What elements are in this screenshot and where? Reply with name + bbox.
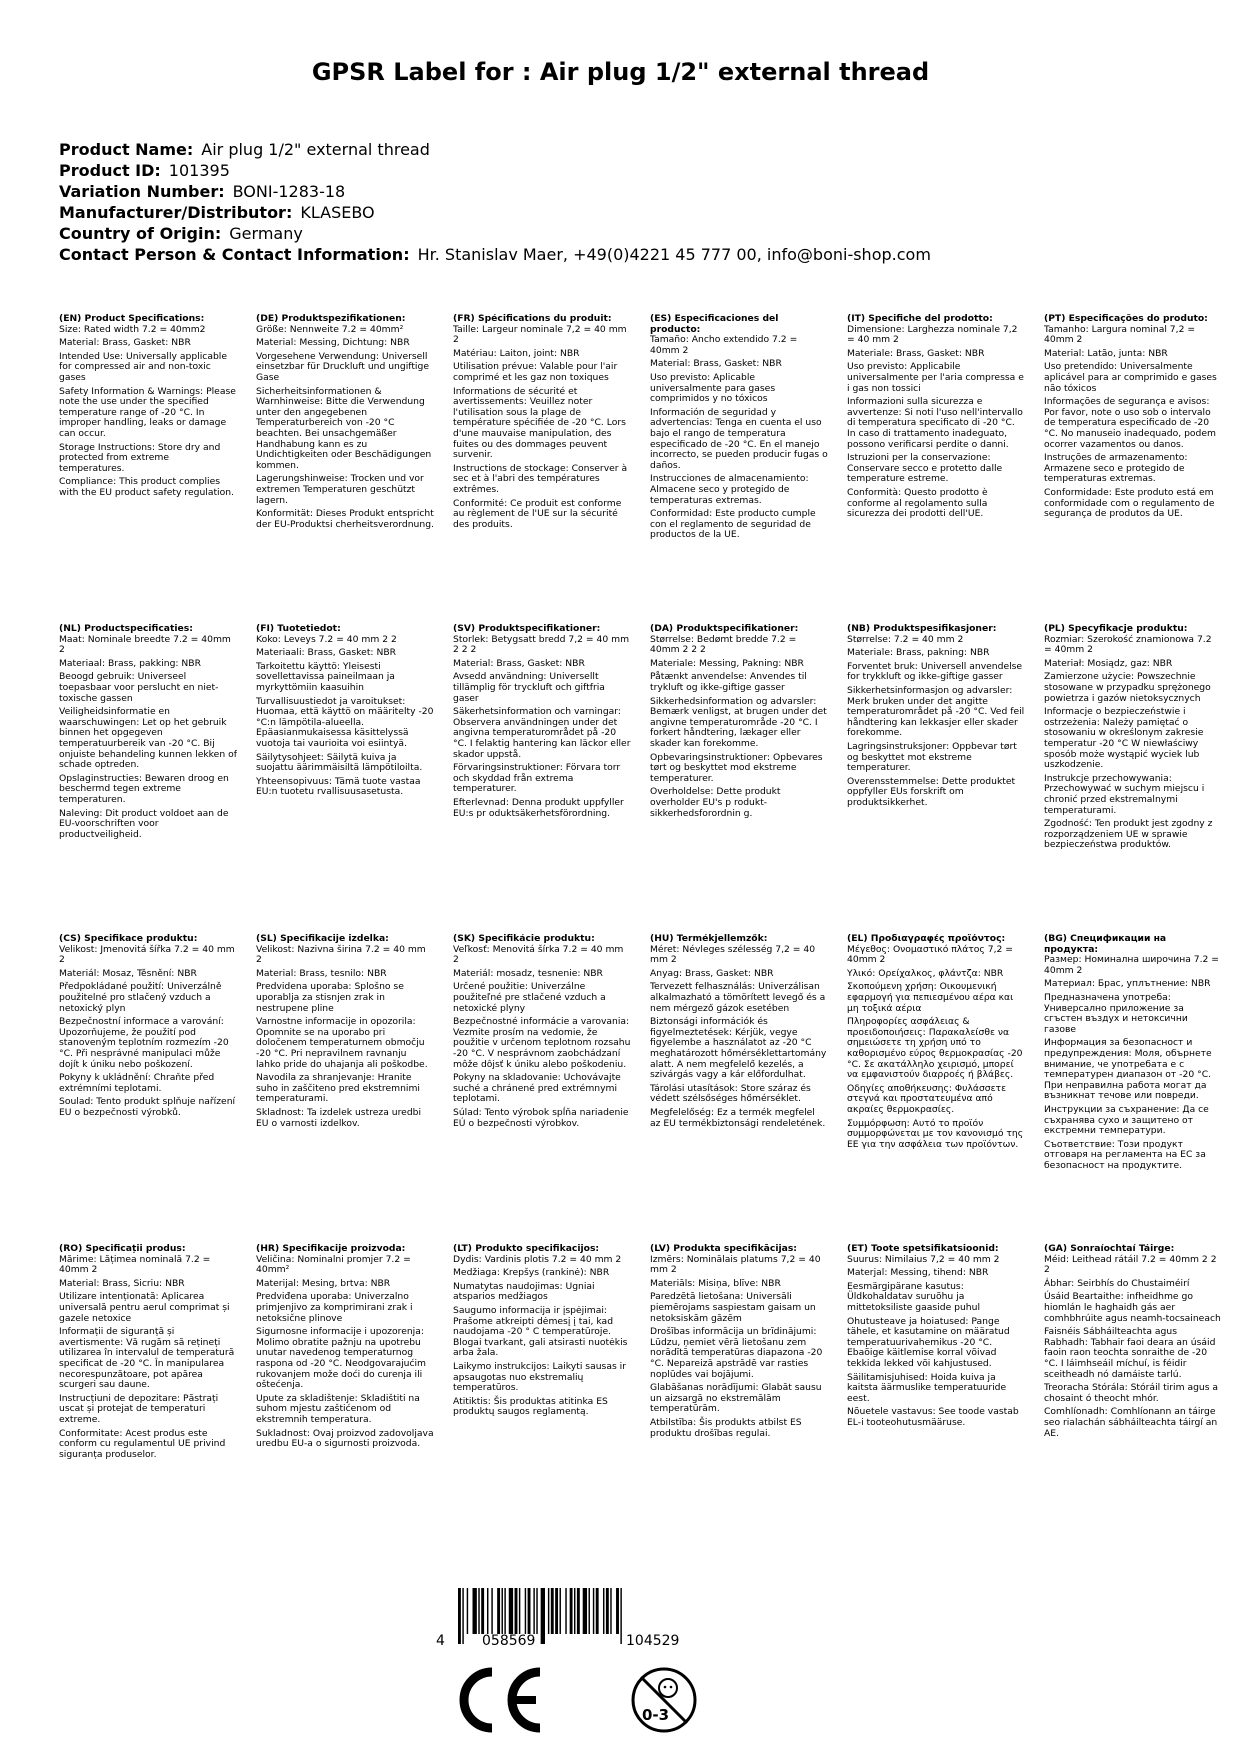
spec-block-paragraph: Safety Information & Warnings: Please note the use under the specified temperature range of -20 °C. In improper handling, leaks or damage can occur. — [59, 385, 236, 439]
spec-block-paragraph: Méret: Névleges szélesség 7,2 = 40 mm 2 — [650, 943, 816, 966]
spec-block-paragraph: Material: Latão, junta: NBR — [1044, 347, 1168, 359]
spec-block-paragraph: Größe: Nennweite 7.2 = 40mm² — [256, 323, 404, 335]
spec-block-paragraph: Comhlíonadh: Comhlíonann an táirge seo rialachán sábháilteachta táirgí an AE. — [1044, 1406, 1218, 1439]
spec-block-paragraph: Varnostne informacije in opozorila: Opomnite se na uporabo pri določenem temperaturnem območju -20 °C. Pri nepravilnem ravnanju lahko pride do uhajanja ali poškodbe. — [256, 1016, 428, 1070]
spec-block — [453, 624, 631, 924]
barcode-bar — [528, 1588, 531, 1634]
info-value: Air plug 1/2" external thread — [201, 140, 430, 159]
spec-block-paragraph: Conformità: Questo prodotto è conforme al regolamento sulla sicurezza dei prodotti dell'UE. — [847, 486, 988, 520]
spec-block-paragraph: Saugumo informacija ir įspėjimai: Prašome atkreipti dėmesį į tai, kad naudojama -20 ° C temperatūroje. Blogai tvarkant, gali atsirasti nuotėkis arba žala. — [453, 1304, 628, 1359]
spec-block-heading: (LV) Produkta specifikācijas: — [650, 1244, 797, 1254]
spec-block-heading: (SK) Špecifikácie produktu: — [453, 934, 595, 944]
barcode-bar — [491, 1588, 492, 1634]
spec-block-paragraph: Tamaño: Ancho extendido 7.2 = 40mm 2 — [650, 334, 798, 356]
barcode-bar — [481, 1588, 484, 1634]
spec-block-paragraph: Materjal: Messing, tihend: NBR — [847, 1267, 989, 1279]
barcode-bar — [577, 1588, 580, 1634]
spec-block-paragraph: Instruções de armazenamento: Armazene seco e protegido de temperaturas extremas. — [1044, 452, 1188, 485]
age-warning-label: 0-3 — [642, 1706, 670, 1724]
spec-block — [256, 934, 434, 1234]
barcode-bar — [610, 1588, 611, 1634]
spec-block-paragraph: Izmērs: Nominālais platums 7,2 = 40 mm 2 — [650, 1253, 821, 1276]
spec-block-paragraph: Vorgesehene Verwendung: Universell einsetzbar für Druckluft und ungiftige Gase — [256, 350, 429, 383]
spec-block-paragraph: Säkerhetsinformation och varningar: Observera användningen under det angivna temperaturområdet på -20 °C. I felaktig hantering kan läckor eller skador uppstå. — [453, 706, 631, 760]
info-row — [59, 181, 931, 202]
spec-block-paragraph: Material: Messing, Dichtung: NBR — [256, 337, 410, 349]
spec-block-paragraph: Suurus: Nimilaius 7,2 = 40 mm 2 — [847, 1253, 1000, 1265]
spec-block-paragraph: Instructions de stockage: Conserver à sec et à l'abri des températures extrêmes. — [453, 462, 628, 495]
ce-mark-icon — [464, 1672, 540, 1728]
spec-block-paragraph: Skladnost: Ta izdelek ustreza uredbi EU o varnosti izdelkov. — [256, 1106, 422, 1129]
spec-block-paragraph: Compliance: This product complies with the EU product safety regulation. — [59, 476, 234, 498]
spec-block-heading: (IT) Specifiche del prodotto: — [847, 314, 993, 324]
spec-block-paragraph: Materiale: Messing, Pakning: NBR — [650, 657, 804, 669]
info-value: KLASEBO — [300, 203, 375, 222]
spec-block-paragraph: Matériau: Laiton, joint: NBR — [453, 347, 580, 359]
info-label: Contact Person & Contact Information: — [59, 245, 410, 264]
spec-block-heading: (HU) Termékjellemzők: — [650, 934, 768, 944]
barcode-left-digits: 058569 — [482, 1633, 536, 1649]
spec-block-paragraph: Materiál: Mosaz, Těsnění: NBR — [59, 967, 197, 979]
spec-block — [1044, 1244, 1222, 1544]
info-label: Product Name: — [59, 140, 194, 159]
spec-block-paragraph: Οδηγίες αποθήκευσης: Φυλάσσετε στεγνά και προστατευμένα από ακραίες θερμοκρασίες. — [847, 1082, 1007, 1115]
spec-block-paragraph: Treoracha Stórála: Stóráil tirim agus a chosaint ó theocht mhór. — [1044, 1382, 1219, 1404]
spec-block-paragraph: Material: Brass, Sicriu: NBR — [59, 1277, 185, 1289]
spec-block-heading: (GA) Sonraíochtaí Táirge: — [1044, 1244, 1175, 1254]
spec-block-paragraph: Uso previsto: Aplicable universalmente para gases comprimidos y no tóxicos — [650, 371, 776, 405]
spec-block-paragraph: Velikost: Nazivna širina 7.2 = 40 mm 2 — [256, 943, 426, 966]
spec-block-paragraph: Uso pretendido: Universalmente aplicável para ar comprimido e gases não tóxicos — [1044, 361, 1217, 394]
spec-block — [59, 934, 237, 1234]
barcode-bar — [616, 1588, 619, 1634]
spec-block-paragraph: Veličina: Nominalni promjer 7.2 = 40mm² — [256, 1253, 411, 1276]
spec-block-paragraph: Size: Rated width 7.2 = 40mm2 — [59, 323, 206, 335]
spec-block-paragraph: Material: Brass, Gasket: NBR — [453, 657, 585, 669]
info-value: BONI-1283-18 — [232, 182, 346, 201]
spec-block-paragraph: Sukladnost: Ovaj proizvod zadovoljava uredbu EU-a o sigurnosti proizvoda. — [256, 1427, 434, 1450]
spec-block-heading: (PL) Specyfikacje produktu: — [1044, 624, 1188, 634]
barcode-bar — [603, 1588, 604, 1634]
barcode-bar — [551, 1588, 554, 1634]
spec-block-paragraph: Laikymo instrukcijos: Laikyti sausas ir apsaugotas nuo ekstremalių temperatūros. — [453, 1360, 626, 1394]
spec-block-paragraph: Eesmärgipärane kasutus: Üldkohaldatav suruõhu ja mittetoksiliste gaaside puhul — [847, 1280, 980, 1313]
barcode-bar — [515, 1588, 518, 1634]
spec-block-paragraph: Tervezett felhasználás: Univerzálisan alkalmazható a tömörített levegő és a nem mérgező gázok esetében — [650, 981, 826, 1014]
barcode-bar — [497, 1588, 500, 1634]
spec-block-paragraph: Instrucțiuni de depozitare: Păstrați uscat și protejat de temperaturi extreme. — [59, 1392, 219, 1425]
conformity-marks — [452, 1664, 752, 1740]
spec-block-paragraph: Materiāls: Misiņa, blīve: NBR — [650, 1277, 781, 1289]
spec-block-paragraph: Материал: Брас, уплътнение: NBR — [1044, 978, 1211, 990]
spec-block-paragraph: Pokyny na skladovanie: Uchovávajte suché a chránené pred extrémnymi teplotami. — [453, 1072, 621, 1105]
spec-block-heading: (NL) Productspecificaties: — [59, 624, 193, 634]
spec-block-paragraph: Tarkoitettu käyttö: Yleisesti sovellettavissa paineilmaan ja myrkyttömiin kaasuihin — [256, 660, 395, 693]
spec-block-heading: (EL) Προδιαγραφές προϊόντος: — [847, 934, 1006, 944]
spec-block — [1044, 934, 1222, 1234]
spec-block — [256, 314, 434, 614]
spec-block-paragraph: Förvaringsinstruktioner: Förvara torr och skyddad från extrema temperaturer. — [453, 762, 621, 795]
spec-block-paragraph: Overholdelse: Dette produkt overholder EU's p roduktsikkerhedsforordnin g. — [650, 786, 781, 819]
spec-block-paragraph: Υλικό: Ορείχαλκος, φλάντζα: NBR — [847, 967, 1004, 979]
barcode-bar — [533, 1588, 534, 1634]
spec-block-paragraph: Storlek: Betygsatt bredd 7,2 = 40 mm 2 2 2 — [453, 633, 630, 656]
spec-block-paragraph: Σκοπούμενη χρήση: Οικουμενική εφαρμογή για πεπιεσμένου αέρα και μη τοξικά αέρια — [847, 981, 1014, 1014]
barcode-bar — [583, 1588, 587, 1634]
spec-block-paragraph: Ábhar: Seirbhís do Chustaiméirí — [1044, 1277, 1190, 1289]
spec-block-paragraph: Yhteensopivuus: Tämä tuote vastaa EU:n tuotetu rvallisuusasetusta. — [256, 775, 421, 798]
spec-block-paragraph: Paredzētā lietošana: Universāli piemērojams saspiestam gaisam un netoksiskām gāzēm — [650, 1291, 816, 1324]
spec-block-paragraph: Sikkerhetsinformasjon og advarsler: Merk bruken under det angitte temperaturområdet på -20 °C. Ved feil håndtering kan lekkasjer eller skader forekomme. — [847, 684, 1025, 739]
spec-block-heading: (LT) Produkto specifikacijos: — [453, 1244, 600, 1254]
spec-block-paragraph: Предназначена употреба: Универсално приложение за сгъстен въздух и нетоксични газове — [1044, 991, 1188, 1035]
spec-block-paragraph: Rozmiar: Szerokość znamionowa 7.2 = 40mm 2 — [1044, 633, 1212, 656]
spec-block-paragraph: Utilisation prévue: Valable pour l'air comprimé et les gaz non toxiques — [453, 361, 618, 383]
spec-block-paragraph: Megfelelőség: Ez a termék megfelel az EU termékbiztonsági rendeletének. — [650, 1106, 826, 1129]
barcode-bar — [519, 1588, 520, 1634]
spec-block-paragraph: Инструкции за съхранение: Да се съхранява сухо и защитено от екстремни температури. — [1044, 1103, 1209, 1137]
spec-block-paragraph: Informații de siguranță și avertismente: Vă rugăm să rețineți utilizarea în intervalul de temperatură specificat de -20 °C. În manipularea necorespunzătoare, pot apărea scurgeri sau daune. — [59, 1326, 235, 1391]
barcode-bar — [555, 1588, 558, 1634]
barcode-right-digits: 104529 — [626, 1633, 680, 1649]
spec-block-paragraph: Съответствие: Този продукт отговаря на регламента на ЕС за безопасност на продуктите. — [1044, 1138, 1206, 1171]
spec-block-paragraph: Nõuetele vastavus: See toode vastab EL-i tooteohutusmääruse. — [847, 1406, 1019, 1428]
info-label: Product ID: — [59, 161, 161, 180]
barcode-bar — [536, 1588, 537, 1634]
spec-block — [256, 1244, 434, 1544]
spec-block-paragraph: Intended Use: Universally applicable for compressed air and non-toxic gases — [59, 350, 227, 383]
spec-block-paragraph: Material: Brass, Gasket: NBR — [650, 358, 782, 370]
spec-block — [59, 1244, 237, 1544]
spec-block-paragraph: Navodila za shranjevanje: Hranite suho in zaščiteno pred ekstremnimi temperaturami. — [256, 1072, 420, 1105]
spec-block-paragraph: Mărime: Lățimea nominală 7.2 = 40mm 2 — [59, 1253, 211, 1276]
spec-block-paragraph: Utilizare intenționată: Aplicarea universală pentru aerul comprimat și gazele netoxice — [59, 1291, 230, 1324]
spec-block-paragraph: Naleving: Dit product voldoet aan de EU-voorschriften voor productveiligheid. — [59, 807, 229, 840]
spec-block-paragraph: Информация за безопасност и предупреждения: Моля, обърнете внимание, че употребата е с температурен диапазон от -20 °C. При неправилна работа могат да възникнат течове или повреди. — [1044, 1037, 1212, 1102]
spec-block-paragraph: Pokyny k ukládnění: Chraňte před extrémními teplotami. — [59, 1072, 215, 1094]
spec-block-heading: (ET) Toote spetsifikatsioonid: — [847, 1244, 999, 1254]
spec-block — [650, 624, 828, 924]
spec-block-paragraph: Información de seguridad y advertencias: Tenga en cuenta el uso bajo el rango de temperatura especificado de -20 °C. En el manejo incorrecto, se pueden producir fugas o daños. — [650, 406, 828, 471]
spec-block-paragraph: Размер: Номинална широчина 7.2 = 40mm 2 — [1044, 954, 1220, 976]
spec-block-heading: (HR) Specifikacije proizvoda: — [256, 1244, 406, 1254]
spec-block-heading: (DA) Produktspecifikationer: — [650, 624, 799, 634]
spec-block — [453, 314, 631, 614]
barcode-bar — [574, 1588, 575, 1634]
spec-block-paragraph: Størrelse: 7.2 = 40 mm 2 — [847, 633, 964, 645]
spec-grid — [59, 314, 1241, 1534]
spec-block-paragraph: Material: Brass, Gasket: NBR — [59, 337, 191, 349]
barcode-bar — [589, 1588, 590, 1634]
spec-block-paragraph: Informazioni sulla sicurezza e avvertenze: Si noti l'uso nell'intervallo di temperatura specificato di -20 °C. In caso di trattamento inadeguato, possono verificarsi perdite o danni. — [847, 396, 1023, 450]
spec-block-paragraph: Úsáid Beartaithe: infheidhme go hiomlán le haghaidh gás aer comhbhrúite agus neamh-tocsaineach — [1044, 1291, 1221, 1324]
barcode-bar — [596, 1588, 599, 1634]
spec-block-paragraph: Efterlevnad: Denna produkt uppfyller EU:s pr oduktsäkerhetsförordning. — [453, 796, 624, 819]
spec-block-paragraph: Säilitamisjuhised: Hoida kuiva ja kaitsta äärmuslike temperatuuride eest. — [847, 1371, 1007, 1404]
spec-block — [650, 314, 828, 614]
spec-block — [847, 1244, 1025, 1544]
spec-block-paragraph: Informações de segurança e avisos: Por favor, note o uso sob o intervalo de temperatura especificado de -20 °C. No manuseio inadequado, podem ocorrer vazamentos ou danos. — [1044, 396, 1216, 450]
info-label: Variation Number: — [59, 182, 225, 201]
barcode-bar — [467, 1588, 468, 1634]
spec-block-paragraph: Uso previsto: Applicabile universalmente per l'aria compressa e i gas non tossici — [847, 361, 1024, 394]
spec-block-paragraph: Instrucciones de almacenamiento: Almacene seco y protegido de temperaturas extremas. — [650, 473, 809, 506]
spec-block-paragraph: Πληροφορίες ασφάλειας & προειδοποιήσεις: Παρακαλείσθε να σημειώσετε τη χρήση υπό το καθορισμένο εύρος θερμοκρασίας -20 °C. Σε ακατάλληλο χειρισμό, μπορεί να εμφανιστούν διαρροές ή βλάβες. — [847, 1016, 1023, 1081]
spec-block-heading: (SV) Produktspecifikationer: — [453, 624, 601, 634]
spec-block-paragraph: Velikost: Jmenovitá šířka 7.2 = 40 mm 2 — [59, 943, 235, 966]
spec-block-paragraph: Sikkerhedsinformation og advarsler: Bemærk venligst, at brugen under det angivne temperaturområde -20 °C. I forkert håndtering, lækager eller skader kan forekomme. — [650, 695, 827, 749]
spec-block-paragraph: Materiaali: Brass, Gasket: NBR — [256, 647, 397, 659]
info-value: Hr. Stanislav Maer, +49(0)4221 45 777 00, info@boni-shop.com — [417, 245, 931, 264]
spec-block-paragraph: Biztonsági információk és figyelmeztetések: Kérjük, vegye figyelembe a használatot az -20 °C meghatározott hőmérséklettartomány alatt. A nem megfelelő kezelés, a szivárgás vagy a kár előfordulhat. — [650, 1016, 827, 1081]
spec-block-paragraph: Glabāšanas norādījumi: Glabāt sausu un aizsargā no ekstremālām temperatūrām. — [650, 1382, 822, 1415]
barcode-bar — [541, 1588, 545, 1644]
spec-block-paragraph: Turvallisuustiedot ja varoitukset: Huomaa, että käyttö on määritelty -20 °C:n lämpötila-alueella. Epäasianmukaisessa käsittelyssä vuotoja tai vaurioita voi esiintyä. — [256, 695, 434, 749]
info-value: Germany — [229, 224, 303, 243]
info-label: Manufacturer/Distributor: — [59, 203, 293, 222]
barcode-bar — [620, 1588, 621, 1644]
barcode-bar — [565, 1588, 566, 1634]
spec-block-paragraph: Upute za skladištenje: Skladištiti na suhom mjestu zaštićenom od ekstremnih temperatura. — [256, 1392, 420, 1425]
spec-block-paragraph: Materiał: Mosiądz, gaz: NBR — [1044, 657, 1173, 669]
spec-block-heading: (RO) Specificații produs: — [59, 1244, 186, 1254]
barcode-bar — [487, 1588, 488, 1634]
spec-block-heading: (PT) Especificações do produto: — [1044, 314, 1208, 324]
spec-block-heading: (DE) Produktspezifikationen: — [256, 314, 406, 324]
barcode-bar — [525, 1588, 526, 1634]
spec-block-heading: (FR) Spécifications du produit: — [453, 314, 612, 324]
barcode-bar — [560, 1588, 561, 1634]
spec-block — [847, 624, 1025, 924]
spec-block-heading: (SL) Specifikacije izdelka: — [256, 934, 389, 944]
barcode-bar — [593, 1588, 594, 1634]
spec-block-paragraph: Veľkosť: Menovitá šírka 7.2 = 40 mm 2 — [453, 943, 624, 966]
spec-block-paragraph: Materiale: Brass, pakning: NBR — [847, 647, 990, 659]
spec-block-paragraph: Conformitate: Acest produs este conform cu regulamentul UE privind siguranța produselor. — [59, 1427, 226, 1460]
barcode-bar — [462, 1588, 463, 1644]
spec-block-paragraph: Tamanho: Largura nominal 7,2 = 40mm 2 — [1044, 323, 1196, 346]
spec-block-paragraph: Dydis: Vardinis plotis 7.2 = 40 mm 2 — [453, 1253, 622, 1265]
spec-block-paragraph: Materiaal: Brass, pakking: NBR — [59, 657, 201, 669]
spec-block-paragraph: Tárolási utasítások: Store száraz és védett szélsőséges hőmérséklet. — [650, 1082, 811, 1105]
spec-block-paragraph: Bezpečnostní informace a varování: Upozorňujeme, že použití pod stanoveným teplotním rozmezím -20 °C. Při nesprávné manipulaci může dojít k úniku nebo poškození. — [59, 1016, 229, 1070]
spec-block-paragraph: Atbilstība: Šis produkts atbilst ES produktu drošības regulai. — [650, 1416, 802, 1439]
spec-block-paragraph: Drošības informācija un brīdinājumi: Lūdzu, ņemiet vērā lietošanu zem norādītā temperatūras diapazona -20 °C. Nepareizā apstrādē var rasties noplūdes vai bojājumi. — [650, 1326, 823, 1380]
spec-block-paragraph: Bezpečnostné informácie a varovania: Vezmite prosím na vedomie, že použitie v určenom teplotnom rozsahu -20 °C. V nesprávnom zaobchádzaní môže dôjsť k úniku alebo poškodeniu. — [453, 1016, 631, 1070]
page-title: GPSR Label for : Air plug 1/2" external thread — [311, 58, 930, 86]
spec-block-paragraph: Opbevaringsinstruktioner: Opbevares tørt og beskyttet mod ekstreme temperaturer. — [650, 751, 823, 784]
spec-block — [453, 1244, 631, 1544]
spec-block-heading: (ES) Especificaciones del producto: — [650, 314, 779, 335]
spec-block-paragraph: Predvidena uporaba: Splošno se uporablja za stisnjen zrak in nestrupene pline — [256, 981, 404, 1014]
spec-block-paragraph: Säilytysohjeet: Säilytä kuiva ja suojattu äärimmäisiltä lämpötiloilta. — [256, 751, 423, 774]
spec-block-paragraph: Conformidade: Este produto está em conformidade com o regulamento de segurança de produtos da UE. — [1044, 486, 1215, 520]
barcode-bar — [502, 1588, 503, 1634]
info-row — [59, 160, 931, 181]
spec-block-paragraph: Predviđena uporaba: Univerzalno primjenjivo za komprimirani zrak i netoksične plinove — [256, 1291, 413, 1324]
barcode-bar — [478, 1588, 479, 1634]
spec-block-paragraph: Forventet bruk: Universell anvendelse for trykkluft og ikke-giftige gasser — [847, 660, 1023, 683]
info-label: Country of Origin: — [59, 224, 222, 243]
spec-block-paragraph: Material: Brass, tesnilo: NBR — [256, 967, 387, 979]
spec-block-paragraph: Μέγεθος: Ονομαστικό πλάτος 7,2 = 40mm 2 — [847, 943, 1013, 966]
spec-block-paragraph: Zgodność: Ten produkt jest zgodny z rozporządzeniem UE w sprawie bezpieczeństwa produktów. — [1044, 818, 1213, 851]
spec-block-heading: (CS) Specifikace produktu: — [59, 934, 198, 944]
spec-block-paragraph: Maat: Nominale breedte 7.2 = 40mm 2 — [59, 633, 231, 656]
spec-block-heading: (EN) Product Specifications: — [59, 314, 205, 324]
barcode-bar — [509, 1588, 513, 1634]
spec-block-paragraph: Atitiktis: Šis produktas atitinka ES produktų saugos reglamentą. — [453, 1395, 608, 1418]
spec-block-paragraph: Materiale: Brass, Gasket: NBR — [847, 347, 985, 359]
barcode-bar — [548, 1588, 549, 1634]
spec-block — [847, 934, 1025, 1234]
spec-block-paragraph: Lagerungshinweise: Trocken und vor extremen Temperaturen geschützt lagern. — [256, 473, 424, 506]
spec-block — [59, 314, 237, 614]
spec-block-paragraph: Materijal: Mesing, brtva: NBR — [256, 1277, 391, 1289]
barcode-bar — [606, 1588, 609, 1634]
spec-block — [650, 934, 828, 1234]
spec-block-paragraph: Sigurnosne informacije i upozorenja: Molimo obratite pažnju na upotrebu unutar navedenog temperaturnog raspona od -20 °C. Neodgovarajućim rukovanjem može doći do curenja ili oštećenja. — [256, 1326, 427, 1391]
spec-block-paragraph: Ohutusteave ja hoiatused: Pange tähele, et kasutamine on määratud temperatuurivahemikus -20 °C. Ebaõige käitlemise korral võivad tekkida lekked või kahjustused. — [847, 1315, 1010, 1369]
spec-block-paragraph: Koko: Leveys 7.2 = 40 mm 2 2 — [256, 633, 397, 645]
spec-block-paragraph: Informacje o bezpieczeństwie i ostrzeżenia: Należy pamiętać o stosowaniu w określonym zakresie temperatur -20 °C W niewłaściwy sposób może wystąpić wyciek lub uszkodzenie. — [1044, 706, 1204, 771]
spec-block-paragraph: Materiál: mosadz, tesnenie: NBR — [453, 967, 603, 979]
spec-block-paragraph: Conformité: Ce produit est conforme au règlement de l'UE sur la sécurité des produits. — [453, 497, 622, 530]
spec-block-paragraph: Opslaginstructies: Bewaren droog en beschermd tegen extreme temperaturen. — [59, 772, 229, 805]
spec-block-heading: (BG) Спецификации на продукта: — [1044, 934, 1167, 955]
spec-block-heading: (FI) Tuotetiedot: — [256, 624, 341, 634]
spec-block-paragraph: Instrukcje przechowywania: Przechowywać w suchym miejscu i chronić przed ekstremalnymi temperaturami. — [1044, 772, 1205, 816]
spec-block-paragraph: Súlad: Tento výrobok spĺňa nariadenie EÚ o bezpečnosti výrobkov. — [453, 1106, 629, 1129]
age-warning-icon — [633, 1669, 695, 1731]
spec-block-paragraph: Medžiaga: Krepšys (rankinė): NBR — [453, 1267, 610, 1279]
spec-block-paragraph: Overensstemmelse: Dette produktet oppfyller EUs forskrift om produktsikkerhet. — [847, 775, 1016, 808]
spec-block-heading: (NB) Produktspesifikasjoner: — [847, 624, 997, 634]
spec-block-paragraph: Faisnéis Sábháilteachta agus Rabhadh: Tabhair faoi deara an úsáid faoin raon teochta sonraithe de -20 °C. I láimhseáil míchuí, is féidir sceitheadh nó damáiste tarlú. — [1044, 1326, 1216, 1380]
spec-block-paragraph: Taille: Largeur nominale 7,2 = 40 mm 2 — [453, 323, 627, 346]
spec-block-paragraph: Numatytas naudojimas: Ugniai atsparios medžiagos — [453, 1280, 595, 1303]
info-row — [59, 244, 931, 265]
info-row — [59, 223, 931, 244]
spec-block — [453, 934, 631, 1234]
barcode-bar — [458, 1588, 461, 1644]
info-row — [59, 139, 931, 160]
barcode-bar — [570, 1588, 573, 1634]
spec-block-paragraph: Méid: Leithead rátáil 7.2 = 40mm 2 2 2 — [1044, 1253, 1217, 1276]
spec-block-paragraph: Informations de sécurité et avertissements: Veuillez noter l'utilisation sous la plage de température spécifiée de -20 °C. Lors d'une mauvaise manipulation, des fuites ou des dommages peuvent survenir. — [453, 385, 626, 461]
spec-block — [1044, 314, 1222, 614]
spec-block-paragraph: Conformidad: Este producto cumple con el reglamento de seguridad de productos de la UE. — [650, 508, 816, 541]
info-row — [59, 202, 931, 223]
spec-block-paragraph: Dimensione: Larghezza nominale 7,2 = 40 mm 2 — [847, 323, 1018, 346]
spec-block-paragraph: Předpokládané použití: Univerzálně použitelné pro stlačený vzduch a netoxický plyn — [59, 981, 222, 1014]
spec-block-paragraph: Zamierzone użycie: Powszechnie stosowane w przypadku sprężonego powietrza i gazów nietoksycznych — [1044, 671, 1211, 704]
spec-block-paragraph: Veiligheidsinformatie en waarschuwingen: Let op het gebruik binnen het opgegeven temperatuurbereik van -20 °C. Bij onjuiste behandeling kunnen lekken of schade optreden. — [59, 706, 237, 771]
barcode-bar — [504, 1588, 505, 1634]
barcode-bar — [473, 1588, 477, 1634]
spec-block — [650, 1244, 828, 1544]
spec-block-paragraph: Storage Instructions: Store dry and protected from extreme temperatures. — [59, 441, 221, 474]
spec-block-paragraph: Påtænkt anvendelse: Anvendes til trykluft og ikke-giftige gasser — [650, 671, 807, 693]
spec-block-paragraph: Určené použitie: Univerzálne použiteľné pre stlačené vzduch a netoxické plyny — [453, 981, 606, 1014]
spec-block-paragraph: Lagringsinstruksjoner: Oppbevar tørt og beskyttet mot ekstreme temperaturer. — [847, 740, 1017, 774]
spec-block-paragraph: Istruzioni per la conservazione: Conservare secco e protetto dalle temperature estreme. — [847, 452, 1003, 485]
spec-block-paragraph: Konformität: Dieses Produkt entspricht der EU-Produktsi cherheitsverordnung. — [256, 508, 434, 530]
spec-block-paragraph: Sicherheitsinformationen & Warnhinweise: Bitte die Verwendung unter den angegebenen Temperaturbereich von -20 °C beachten. Bei unsachgemäßer Handhabung kann es zu Undichtigkeiten oder Beschädigungen kommen. — [256, 385, 432, 471]
info-value: 101395 — [168, 161, 230, 180]
spec-block-paragraph: Συμμόρφωση: Αυτό το προϊόν συμμορφώνεται με τον κανονισμό της ΕΕ για την ασφάλεια των προϊόντων. — [847, 1117, 1024, 1150]
spec-block — [256, 624, 434, 924]
spec-block-paragraph: Størrelse: Bedømt bredde 7.2 = 40mm 2 2 2 — [650, 633, 797, 656]
barcode-lead-digit: 4 — [436, 1633, 445, 1649]
spec-block — [1044, 624, 1222, 924]
product-info — [59, 139, 931, 265]
spec-block — [847, 314, 1025, 614]
spec-block-paragraph: Soulad: Tento produkt splňuje nařízení EU o bezpečnosti výrobků. — [59, 1096, 236, 1118]
spec-block-paragraph: Avsedd användning: Universellt tillämplig för tryckluft och giftfria gaser — [453, 671, 605, 704]
spec-block-paragraph: Beoogd gebruik: Universeel toepasbaar voor perslucht en niet-toxische gassen — [59, 671, 219, 704]
spec-block-paragraph: Anyag: Brass, Gasket: NBR — [650, 967, 774, 979]
spec-block — [59, 624, 237, 924]
